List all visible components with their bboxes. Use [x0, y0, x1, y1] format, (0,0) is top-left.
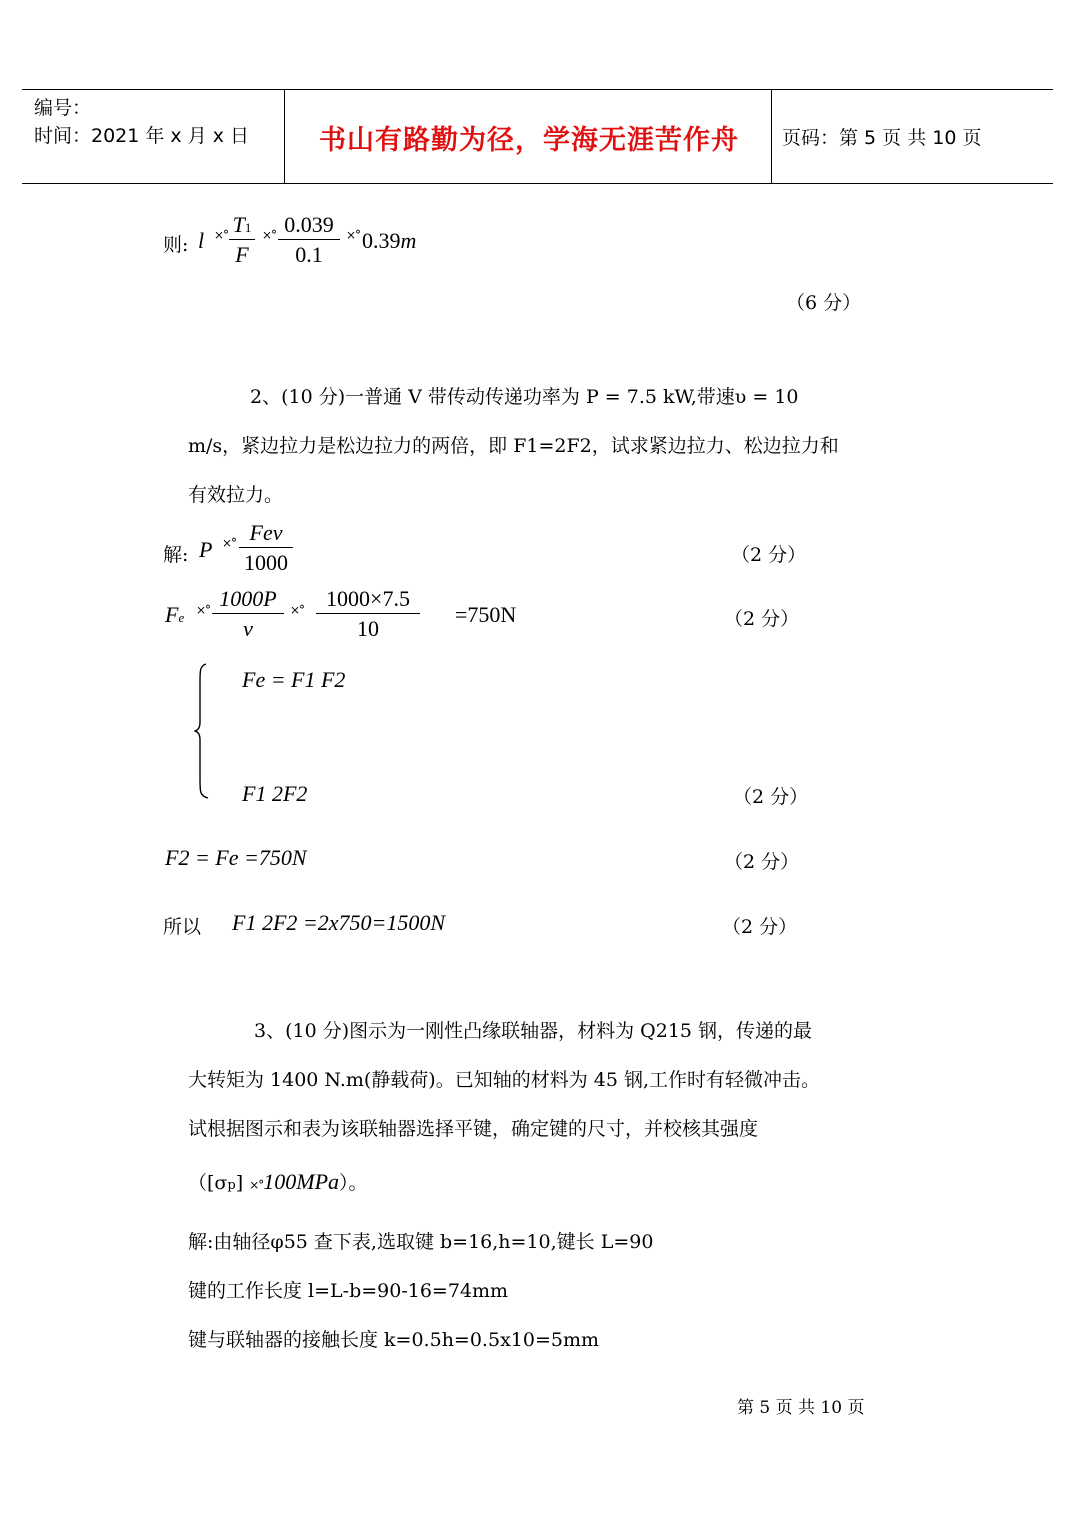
frac-numerator: Fev	[239, 520, 293, 548]
q2-line-2: m/s，紧边拉力是松边拉力的两倍，即 F1=2F2，试求紧边拉力、松边拉力和	[188, 435, 839, 457]
eq5: F1 2F2 =2x750=1500N	[232, 910, 446, 935]
prev-result: 0.39m	[362, 228, 417, 253]
q2-line-1: 2、(10 分)一普通 V 带传动传递功率为 P = 7.5 kW,带速υ = 10	[250, 386, 799, 408]
equals-glyph: ×°	[214, 228, 229, 242]
eq2-Fe: Fe	[165, 602, 185, 627]
prev-var-l: l	[198, 228, 205, 253]
header-left	[34, 94, 249, 150]
eq2-score: （2 分）	[724, 608, 800, 630]
header-motto: 书山有路勤为径，学海无涯苦作舟	[319, 125, 739, 156]
prev-fraction-1	[229, 212, 255, 268]
time-label: 时间：2021 年 x 月 x 日	[34, 125, 250, 147]
equals-glyph: ×°	[196, 603, 211, 617]
prev-score: （6 分）	[786, 292, 862, 314]
frac-denominator: 10	[357, 616, 379, 641]
eq2-fraction-1	[212, 586, 284, 642]
eq5-score: （2 分）	[722, 916, 798, 938]
eq2-fraction-2	[316, 586, 420, 642]
header-page-label: 页码：第 5 页 共 10 页	[782, 127, 982, 149]
eq2-result: =750N	[455, 602, 517, 627]
equals-glyph: ×°	[290, 603, 305, 617]
equals-glyph: ×°	[346, 228, 361, 242]
q3-line-2: 大转矩为 1400 N.m(静载荷)。已知轴的材料为 45 钢,工作时有轻微冲击。	[188, 1069, 821, 1091]
page-header	[22, 89, 1053, 184]
page-footer: 第 5 页 共 10 页	[737, 1398, 865, 1418]
frac-denominator: 1000	[244, 550, 288, 575]
frac-numerator: 1000×7.5	[316, 586, 420, 614]
prev-fraction-2	[278, 212, 340, 268]
eq5-lead: 所以	[163, 916, 202, 938]
q2-solution-lead: 解:	[163, 544, 189, 566]
frac-numerator: 0.039	[278, 212, 340, 240]
prev-lead: 则:	[163, 234, 189, 256]
left-brace-icon	[194, 662, 212, 800]
q3-line-4: （[σp] ×°100MPa）。	[188, 1169, 368, 1194]
frac-denominator: 0.1	[295, 242, 323, 267]
frac-numerator: T1	[229, 212, 255, 240]
frac-numerator: 1000P	[212, 586, 284, 614]
eq1-score: （2 分）	[731, 544, 807, 566]
equals-glyph: ×°	[222, 536, 237, 550]
eq1-fraction	[239, 520, 293, 576]
equals-glyph: ×°	[262, 228, 277, 242]
q2-line-3: 有效拉力。	[188, 484, 284, 506]
q3-solution-1: 解:由轴径φ55 查下表,选取键 b=16,h=10,键长 L=90	[188, 1231, 654, 1253]
q3-line-1: 3、(10 分)图示为一刚性凸缘联轴器，材料为 Q215 钢，传递的最	[254, 1020, 813, 1042]
eq4-score: （2 分）	[724, 851, 800, 873]
q3-solution-2: 键的工作长度 l=L-b=90-16=74mm	[188, 1280, 509, 1302]
eq1-P: P	[199, 537, 213, 562]
system-eq-1: Fe = F1 F2	[242, 667, 346, 692]
frac-denominator: F	[235, 242, 249, 267]
frac-denominator: v	[243, 616, 253, 641]
number-label: 编号：	[34, 97, 92, 119]
q3-line-3: 试根据图示和表为该联轴器选择平键，确定键的尺寸，并校核其强度	[188, 1118, 759, 1140]
system-eq-2: F1 2F2	[242, 781, 308, 806]
system-score: （2 分）	[733, 786, 809, 808]
eq4: F2 = Fe =750N	[165, 845, 307, 870]
header-divider	[284, 90, 285, 183]
q3-solution-3: 键与联轴器的接触长度 k=0.5h=0.5x10=5mm	[188, 1329, 599, 1351]
